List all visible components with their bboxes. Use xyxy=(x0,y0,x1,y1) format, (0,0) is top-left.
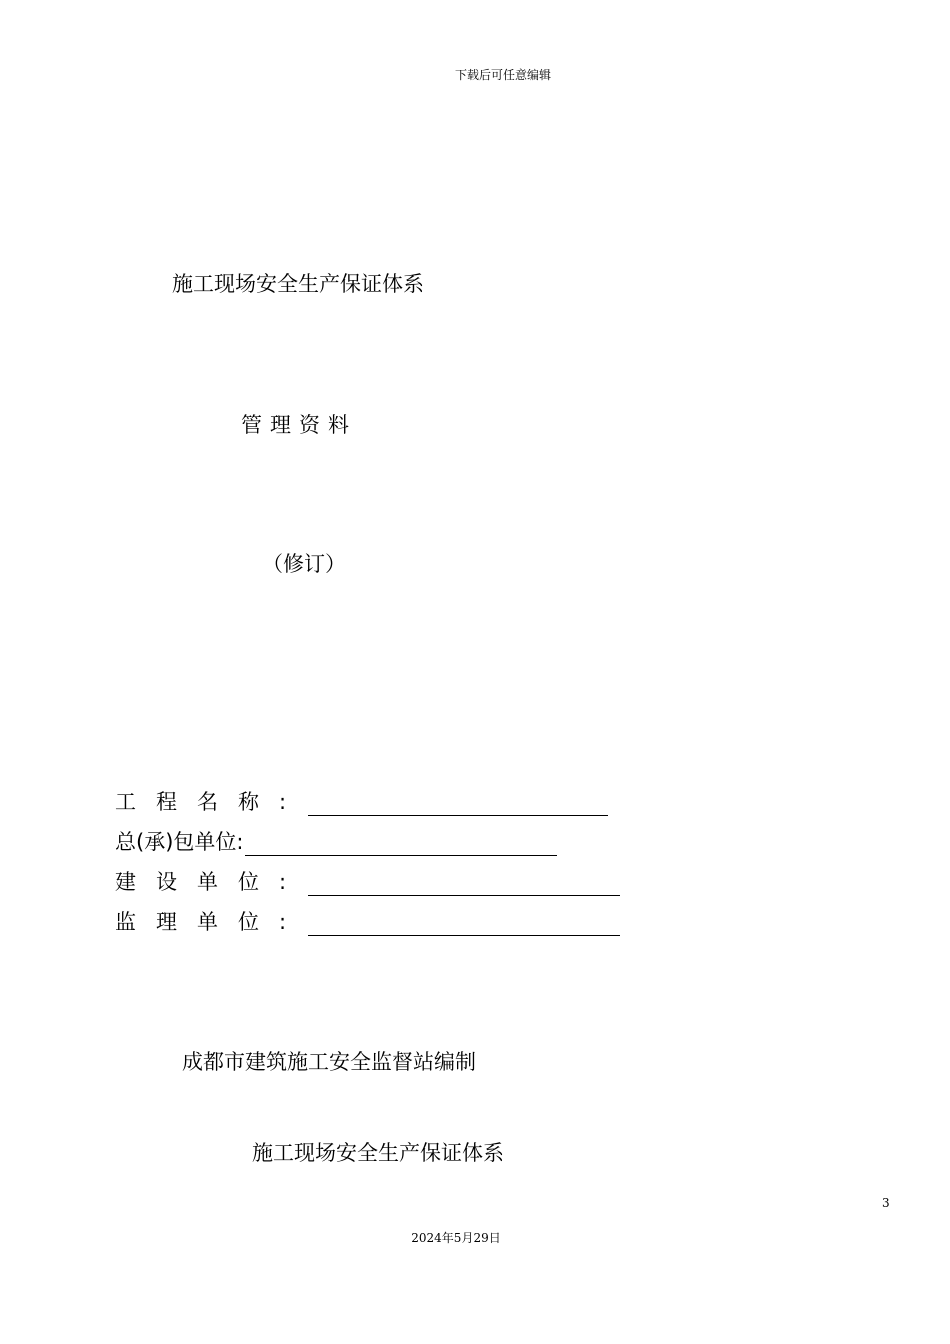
construction-unit-blank[interactable] xyxy=(308,871,620,896)
compiler-credit: 成都市建筑施工安全监督站编制 xyxy=(182,1050,476,1074)
general-contractor-label: 总(承)包单位: xyxy=(115,830,244,854)
revision-label: （修订） xyxy=(262,552,346,576)
page-number: 3 xyxy=(882,1196,890,1210)
document-title: 施工现场安全生产保证体系 xyxy=(172,272,424,296)
supervision-unit-label: 监理单位: xyxy=(115,910,307,934)
general-contractor-field xyxy=(115,826,557,856)
supervision-unit-field xyxy=(115,906,620,936)
project-name-blank[interactable] xyxy=(308,791,608,816)
header-note: 下载后可任意编辑 xyxy=(454,68,551,82)
footer-date: 2024年5月29日 xyxy=(411,1231,501,1245)
project-name-field xyxy=(115,786,608,816)
construction-unit-field xyxy=(115,866,620,896)
construction-unit-label: 建设单位: xyxy=(115,870,307,894)
next-page-title: 施工现场安全生产保证体系 xyxy=(252,1141,504,1165)
supervision-unit-blank[interactable] xyxy=(308,911,620,936)
general-contractor-blank[interactable] xyxy=(245,831,557,856)
document-subtitle: 管理资料 xyxy=(241,413,357,437)
project-name-label: 工程名称: xyxy=(115,790,307,814)
